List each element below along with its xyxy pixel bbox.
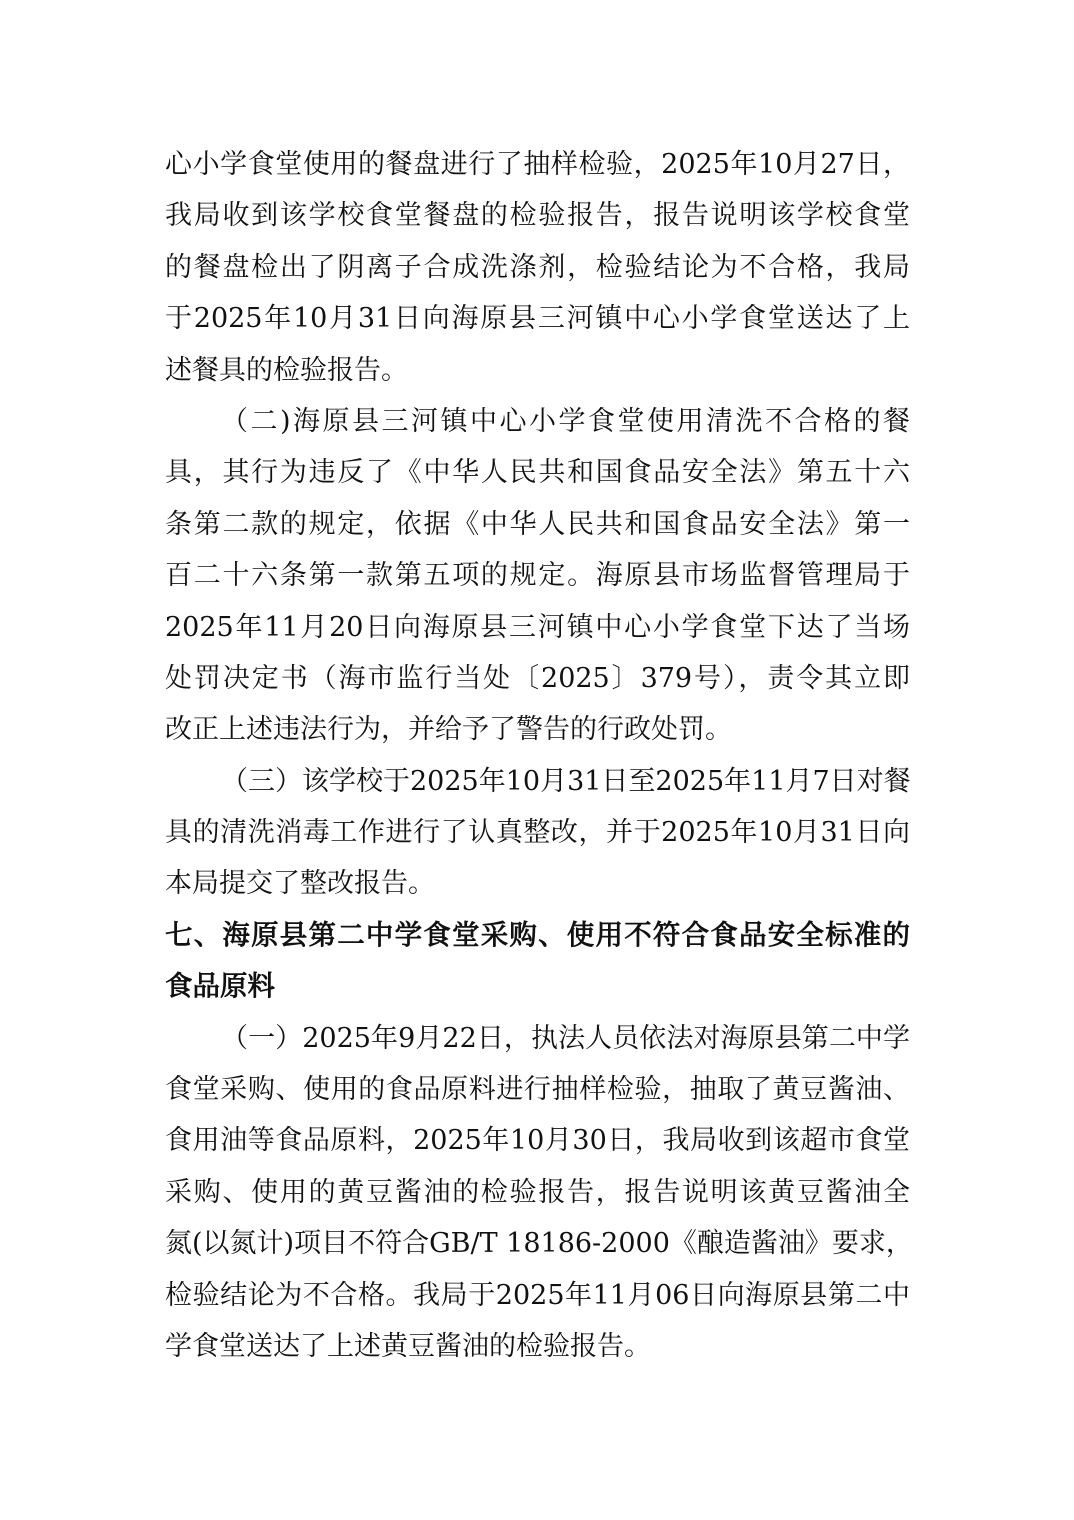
paragraph-line: 检验结论为不合格。我局于2025年11月06日向海原县第二中 <box>165 1279 910 1311</box>
paragraph-line: （二)海原县三河镇中心小学食堂使用清洗不合格的餐 <box>221 405 910 437</box>
paragraph-line: （一）2025年9月22日，执法人员依法对海原县第二中学 <box>221 1022 910 1054</box>
paragraph-line: 的餐盘检出了阴离子合成洗涤剂，检验结论为不合格，我局 <box>165 251 910 283</box>
section-heading-line: 七、海原县第二中学食堂采购、使用不符合食品安全标准的 <box>165 918 910 951</box>
paragraph-line: 氮(以氮计)项目不符合GB/T 18186-2000《酿造酱油》要求， <box>165 1228 913 1260</box>
paragraph-line: 采购、使用的黄豆酱油的检验报告，报告说明该黄豆酱油全 <box>165 1176 910 1208</box>
paragraph-line: （三）该学校于2025年10月31日至2025年11月7日对餐 <box>221 765 911 797</box>
paragraph-line: 述餐具的检验报告。 <box>165 354 408 386</box>
paragraph-line: 心小学食堂使用的餐盘进行了抽样检验，2025年10月27日， <box>165 149 910 180</box>
section-heading-line: 食品原料 <box>165 970 275 1003</box>
document-body <box>165 139 913 1372</box>
paragraph-line: 本局提交了整改报告。 <box>165 868 435 900</box>
paragraph-line: 处罚决定书（海市监行当处〔2025〕379号），责令其立即 <box>165 662 910 694</box>
paragraph-line: 于2025年10月31日向海原县三河镇中心小学食堂送达了上 <box>165 303 910 335</box>
paragraph-line: 具的清洗消毒工作进行了认真整改，并于2025年10月31日向 <box>165 817 910 849</box>
paragraph-line: 改正上述违法行为，并给予了警告的行政处罚。 <box>165 714 732 746</box>
paragraph-line: 具，其行为违反了《中华人民共和国食品安全法》第五十六 <box>165 457 910 489</box>
paragraph-line: 学食堂送达了上述黄豆酱油的检验报告。 <box>165 1330 651 1362</box>
paragraph-line: 百二十六条第一款第五项的规定。海原县市场监督管理局于 <box>165 560 910 592</box>
paragraph-line: 食堂采购、使用的食品原料进行抽样检验，抽取了黄豆酱油、 <box>165 1074 910 1106</box>
paragraph-line: 食用油等食品原料，2025年10月30日，我局收到该超市食堂 <box>165 1125 910 1157</box>
paragraph-line: 2025年11月20日向海原县三河镇中心小学食堂下达了当场 <box>165 611 910 643</box>
paragraph-line: 我局收到该学校食堂餐盘的检验报告，报告说明该学校食堂 <box>165 200 910 232</box>
paragraph-line: 条第二款的规定，依据《中华人民共和国食品安全法》第一 <box>165 508 910 540</box>
